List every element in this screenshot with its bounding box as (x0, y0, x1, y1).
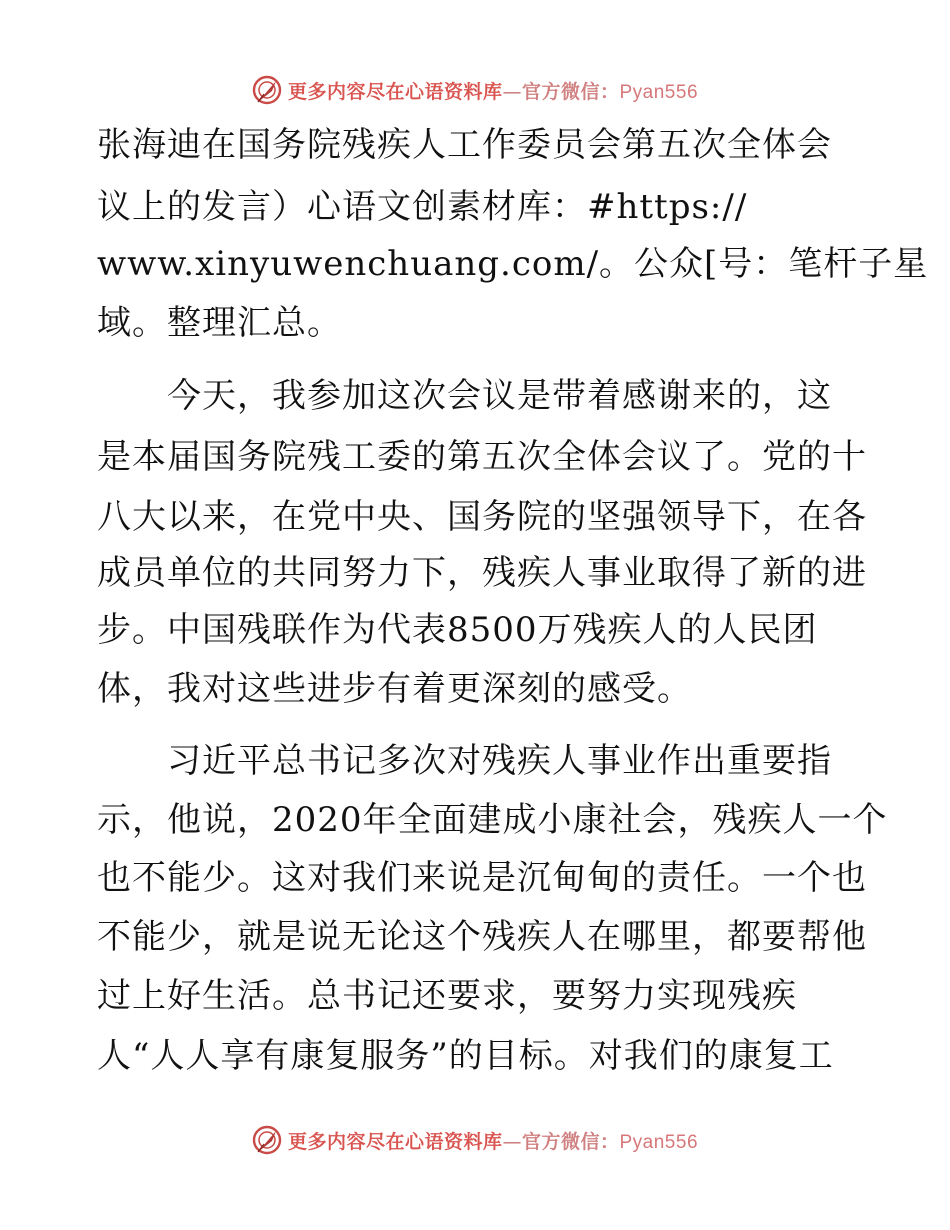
banner-main-text: 更多内容尽在心语资料库 (287, 80, 503, 103)
banner-separator: — (502, 80, 522, 103)
text-line: 体，我对这些进步有着更深刻的感受。 (97, 669, 692, 709)
text-line: 议上的发言）心语文创素材库：#https:// (97, 187, 748, 227)
banner-text (288, 1127, 698, 1154)
footer-banner (0, 1120, 950, 1160)
text-line: 今天，我参加这次会议是带着感谢来的，这 (97, 376, 832, 416)
banner-wechat-label: 官方微信： (521, 80, 620, 103)
banner-text (288, 77, 698, 104)
banner-wechat-id: Pyan556 (619, 81, 699, 103)
quill-pen-icon (252, 75, 282, 105)
text-line: www.xinyuwenchuang.com/。公众[号：笔杆子星 (97, 244, 929, 284)
text-line: 示，他说，2020年全面建成小康社会，残疾人一个 (97, 800, 888, 840)
text-line: 成员单位的共同努力下，残疾人事业取得了新的进 (97, 553, 867, 593)
text-line: 习近平总书记多次对残疾人事业作出重要指 (97, 741, 832, 781)
banner-main-text: 更多内容尽在心语资料库 (287, 1130, 503, 1153)
text-line: 张海迪在国务院残疾人工作委员会第五次全体会 (97, 125, 832, 165)
text-line: 人“人人享有康复服务”的目标。对我们的康复工 (97, 1036, 834, 1076)
text-line: 域。整理汇总。 (97, 303, 342, 343)
text-line: 步。中国残联作为代表8500万残疾人的人民团 (97, 610, 818, 650)
banner-separator: — (502, 1130, 522, 1153)
text-line: 过上好生活。总书记还要求，要努力实现残疾 (97, 976, 797, 1016)
text-line: 不能少，就是说无论这个残疾人在哪里，都要帮他 (97, 917, 867, 957)
text-line: 也不能少。这对我们来说是沉甸甸的责任。一个也 (97, 858, 867, 898)
banner-wechat-id: Pyan556 (619, 1131, 699, 1153)
text-line: 八大以来，在党中央、国务院的坚强领导下，在各 (97, 497, 867, 537)
header-banner (0, 70, 950, 110)
banner-wechat-label: 官方微信： (521, 1130, 620, 1153)
quill-pen-icon (252, 1125, 282, 1155)
text-line: 是本届国务院残工委的第五次全体会议了。党的十 (97, 437, 867, 477)
